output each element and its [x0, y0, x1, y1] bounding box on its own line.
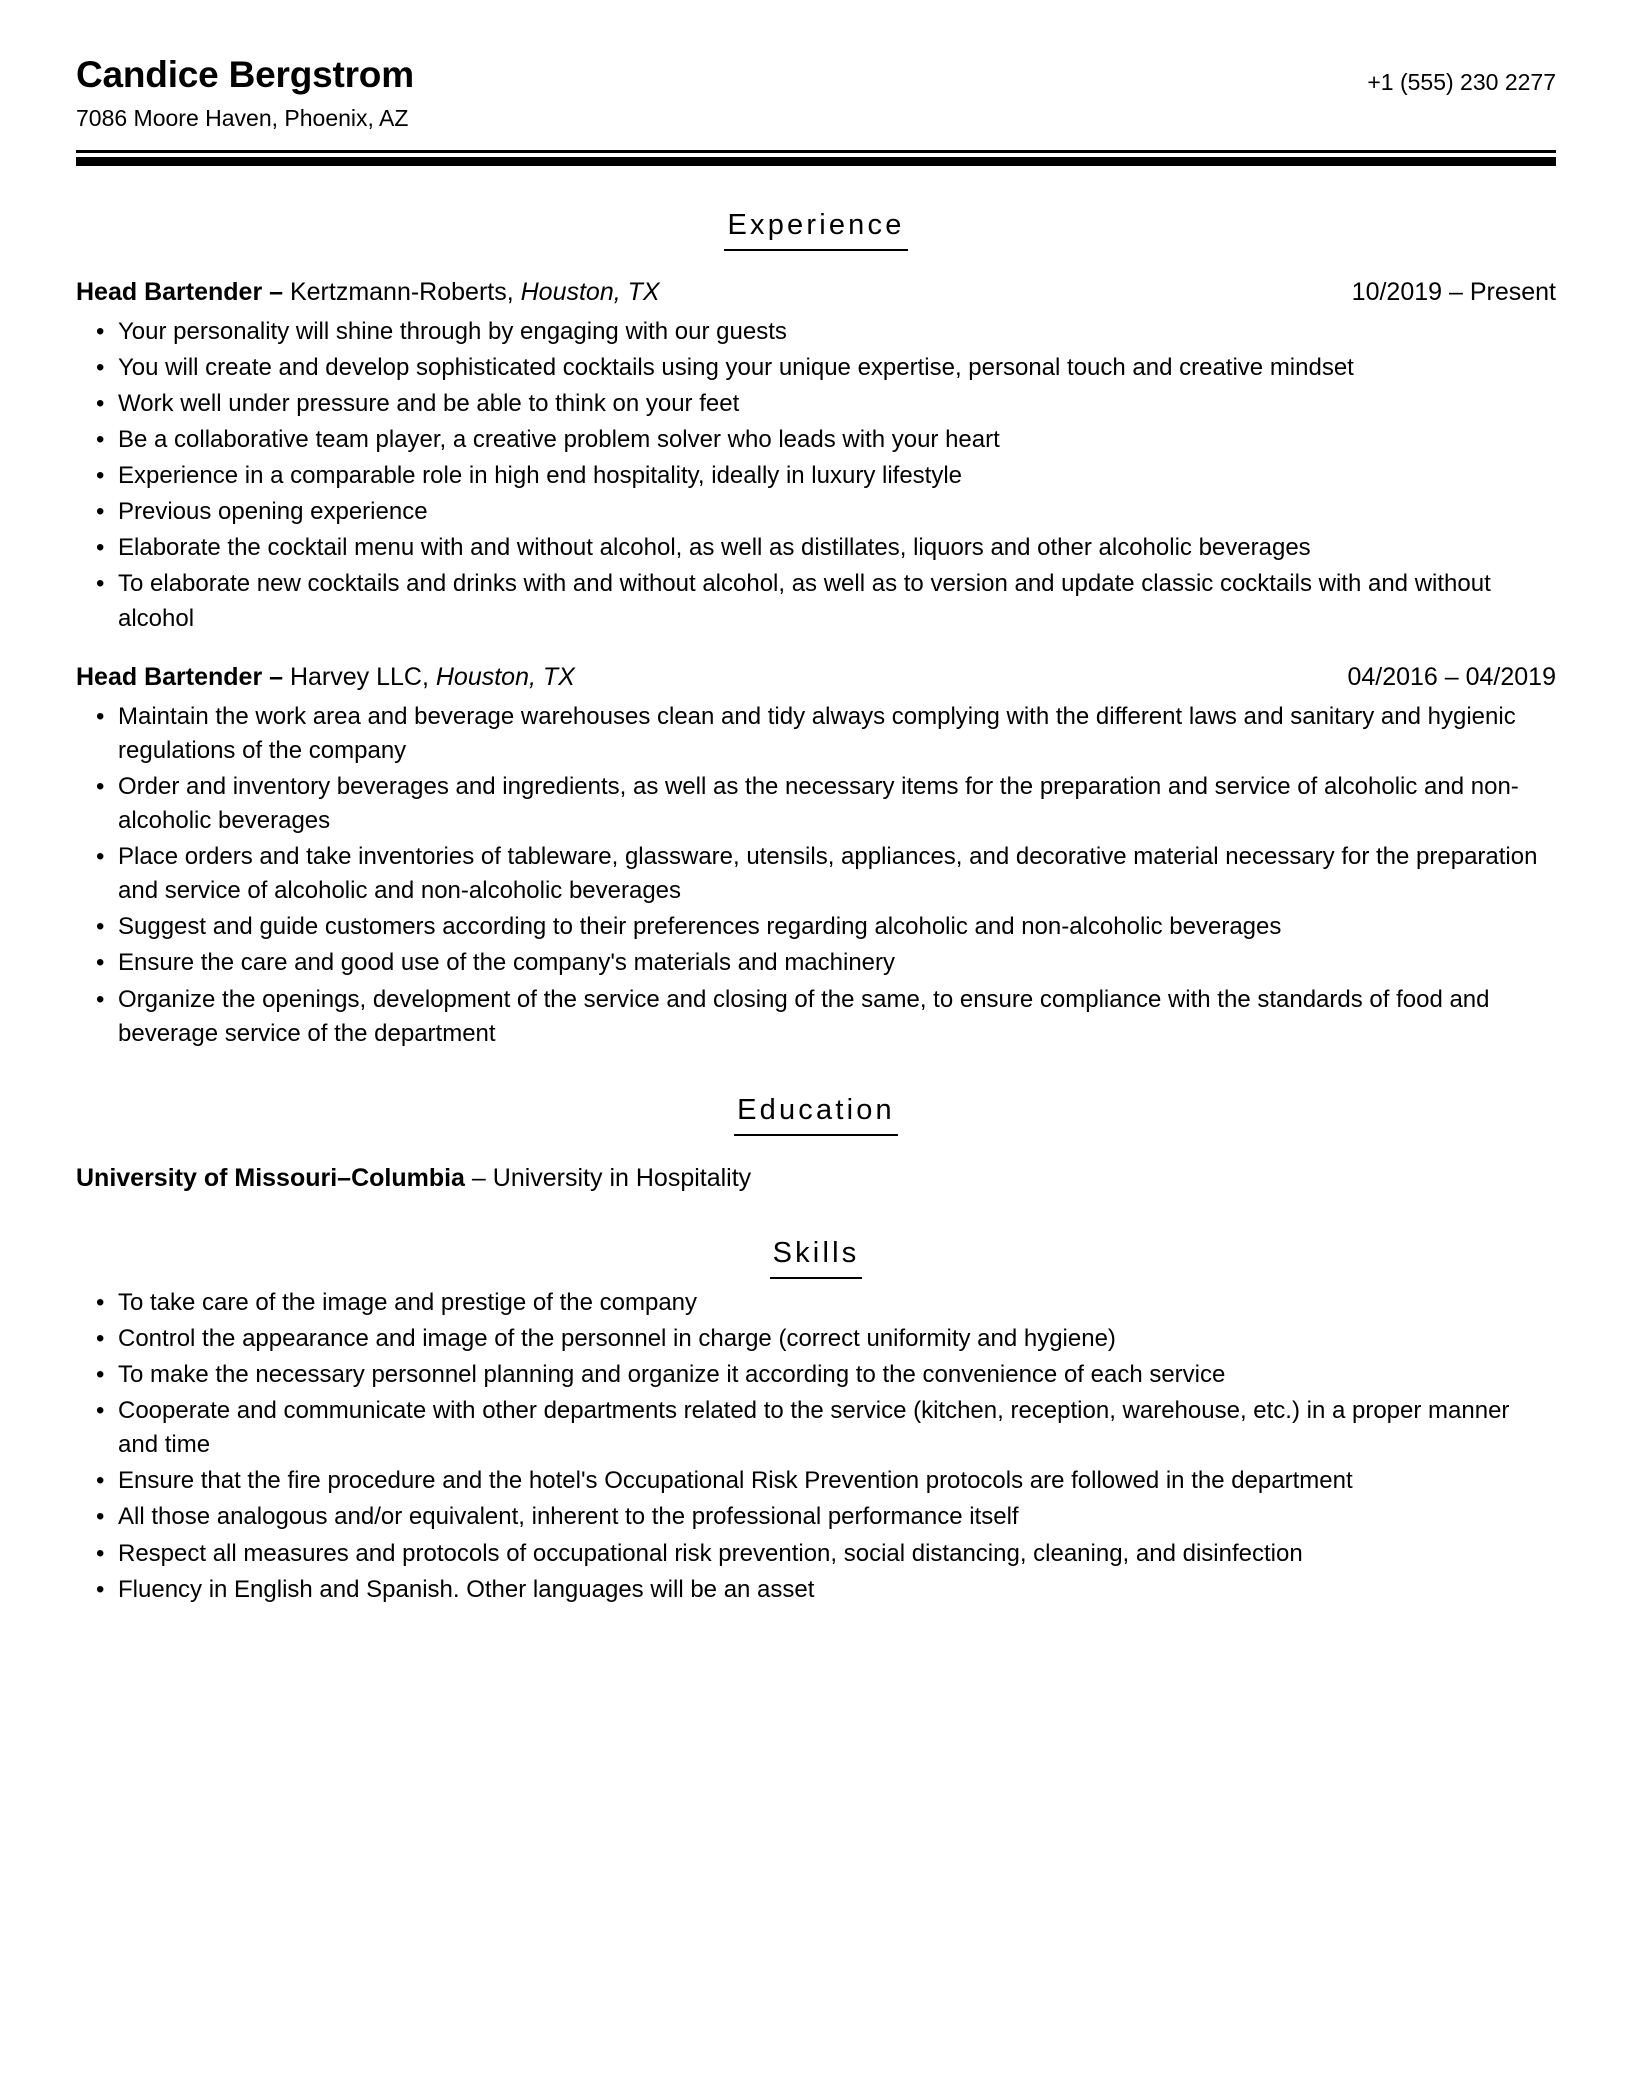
- experience-separator: –: [262, 662, 290, 691]
- experience-separator: –: [262, 277, 290, 306]
- list-item: • To make the necessary personnel planning and organize it according to the convenience of each service: [76, 1358, 1556, 1392]
- list-item: • Respect all measures and protocols of occupational risk prevention, social distancing, cleaning, and disinfection: [76, 1537, 1556, 1571]
- experience-entry: [76, 277, 1556, 636]
- education-school: University of Missouri–Columbia: [76, 1163, 465, 1192]
- experience-entry: [76, 662, 1556, 1051]
- list-item: • Elaborate the cocktail menu with and without alcohol, as well as distillates, liquors and other alcoholic beverages: [76, 531, 1556, 565]
- experience-dates: 10/2019 – Present: [1351, 277, 1556, 306]
- list-item: • Order and inventory beverages and ingredients, as well as the necessary items for the preparation and service of alcoholic and non-alcoholic beverages: [76, 770, 1556, 838]
- list-item: • Place orders and take inventories of tableware, glassware, utensils, appliances, and decorative material necessary for the preparation and service of alcoholic and non-alcoholic beverages: [76, 840, 1556, 908]
- header-divider-thick-line: [76, 157, 1556, 166]
- list-item: • Control the appearance and image of the personnel in charge (correct uniformity and hygiene): [76, 1322, 1556, 1356]
- experience-entry-title: [76, 277, 660, 308]
- list-item: • Maintain the work area and beverage warehouses clean and tidy always complying with the different laws and sanitary and hygienic regulations of the company: [76, 700, 1556, 768]
- list-item: • Fluency in English and Spanish. Other languages will be an asset: [76, 1573, 1556, 1607]
- experience-entry-header: [76, 662, 1556, 693]
- candidate-address: 7086 Moore Haven, Phoenix, AZ: [76, 104, 409, 131]
- experience-location: Houston, TX: [513, 277, 660, 306]
- list-item: • Cooperate and communicate with other departments related to the service (kitchen, reception, warehouse, etc.) in a proper manner and time: [76, 1394, 1556, 1462]
- list-item: • Experience in a comparable role in high end hospitality, ideally in luxury lifestyle: [76, 459, 1556, 493]
- experience-role: Head Bartender: [76, 277, 263, 306]
- header-divider: [76, 150, 1556, 166]
- section-heading-skills-label: Skills: [770, 1238, 863, 1279]
- list-item: • To elaborate new cocktails and drinks with and without alcohol, as well as to version and update classic cocktails with and without alcohol: [76, 567, 1556, 635]
- experience-entry-header: [76, 277, 1556, 308]
- section-heading-education: [76, 1095, 1556, 1136]
- experience-organization: Kertzmann-Roberts,: [289, 277, 514, 306]
- header-identity: [76, 54, 414, 134]
- list-item: • Be a collaborative team player, a creative problem solver who leads with your heart: [76, 423, 1556, 457]
- experience-entry-title: [76, 662, 575, 693]
- education-degree: – University in Hospitality: [464, 1163, 752, 1192]
- experience-bullet-list: [76, 700, 1556, 1051]
- candidate-phone: +1 (555) 230 2277: [1367, 69, 1556, 95]
- resume-header: [76, 54, 1556, 134]
- list-item: • Suggest and guide customers according to their preferences regarding alcoholic and non-alcoholic beverages: [76, 910, 1556, 944]
- list-item: • Ensure the care and good use of the company's materials and machinery: [76, 946, 1556, 980]
- education-entry: [76, 1162, 1556, 1195]
- experience-location: Houston, TX: [428, 662, 575, 691]
- section-heading-skills: [76, 1238, 1556, 1279]
- list-item: • Your personality will shine through by engaging with our guests: [76, 315, 1556, 349]
- list-item: • Previous opening experience: [76, 495, 1556, 529]
- list-item: • Organize the openings, development of the service and closing of the same, to ensure compliance with the standards of food and beverage service of the department: [76, 983, 1556, 1051]
- experience-bullet-list: [76, 315, 1556, 636]
- section-heading-experience-label: Experience: [724, 210, 907, 251]
- list-item: • All those analogous and/or equivalent, inherent to the professional performance itself: [76, 1500, 1556, 1534]
- experience-dates: 04/2016 – 04/2019: [1347, 662, 1556, 691]
- experience-organization: Harvey LLC,: [289, 662, 429, 691]
- list-item: • You will create and develop sophisticated cocktails using your unique expertise, personal touch and creative mindset: [76, 351, 1556, 385]
- experience-role: Head Bartender: [76, 662, 263, 691]
- skills-bullet-list: [76, 1286, 1556, 1607]
- section-heading-experience: [76, 210, 1556, 251]
- list-item: • Work well under pressure and be able to think on your feet: [76, 387, 1556, 421]
- list-item: • Ensure that the fire procedure and the hotel's Occupational Risk Prevention protocols are followed in the department: [76, 1464, 1556, 1498]
- section-heading-education-label: Education: [734, 1095, 898, 1136]
- candidate-name: Candice Bergstrom: [76, 54, 414, 95]
- list-item: • To take care of the image and prestige of the company: [76, 1286, 1556, 1320]
